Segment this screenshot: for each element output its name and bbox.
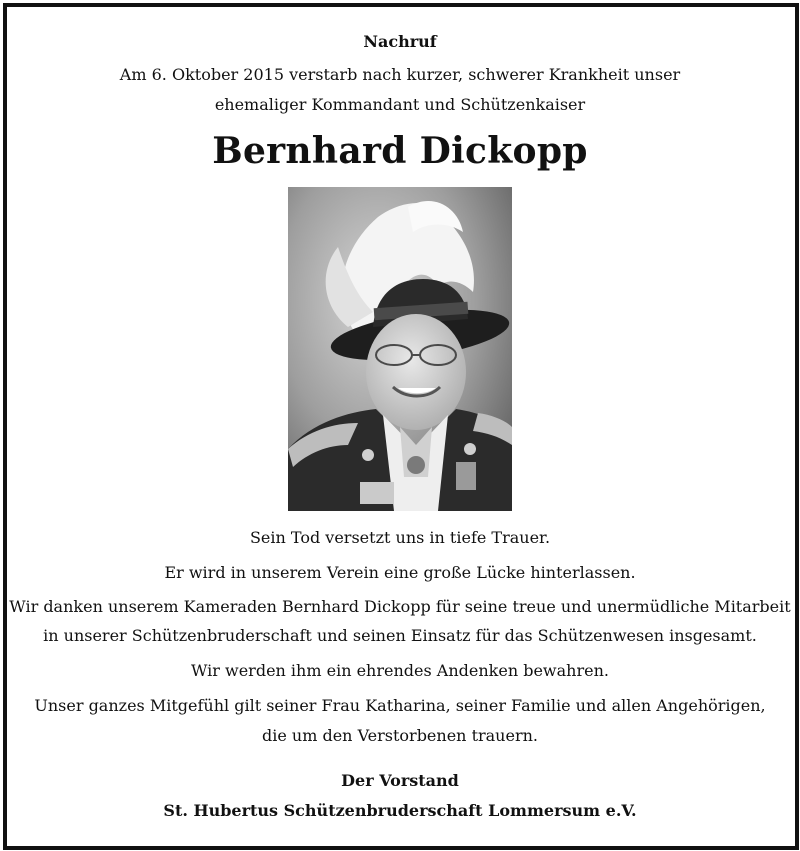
intro-line-2: ehemaliger Kommandant und Schützenkaiser — [214, 95, 586, 114]
deceased-name: Bernhard Dickopp — [212, 130, 588, 172]
intro-line-1: Am 6. Oktober 2015 verstarb nach kurzer, schwerer Krankheit unser — [119, 65, 681, 84]
body-line-2: Er wird in unserem Verein eine große Lücke hinterlassen. — [164, 563, 636, 582]
body-line-3: Wir danken unserem Kameraden Bernhard Dickopp für seine treue und unermüdliche Mitarbeit — [9, 597, 791, 616]
signature-organization: St. Hubertus Schützenbruderschaft Lommersum e.V. — [163, 801, 637, 820]
notice-label: Nachruf — [363, 32, 437, 51]
body-line-5: Wir werden ihm ein ehrendes Andenken bewahren. — [191, 661, 609, 680]
signature-board: Der Vorstand — [341, 771, 459, 790]
body-line-1: Sein Tod versetzt uns in tiefe Trauer. — [249, 528, 551, 547]
portrait-photo — [288, 187, 512, 511]
body-line-4: in unserer Schützenbruderschaft und seinen Einsatz für das Schützenwesen insgesamt. — [43, 626, 757, 645]
body-line-7: die um den Verstorbenen trauern. — [261, 726, 538, 745]
body-line-6: Unser ganzes Mitgefühl gilt seiner Frau Katharina, seiner Familie und allen Angehörigen, — [34, 696, 766, 715]
